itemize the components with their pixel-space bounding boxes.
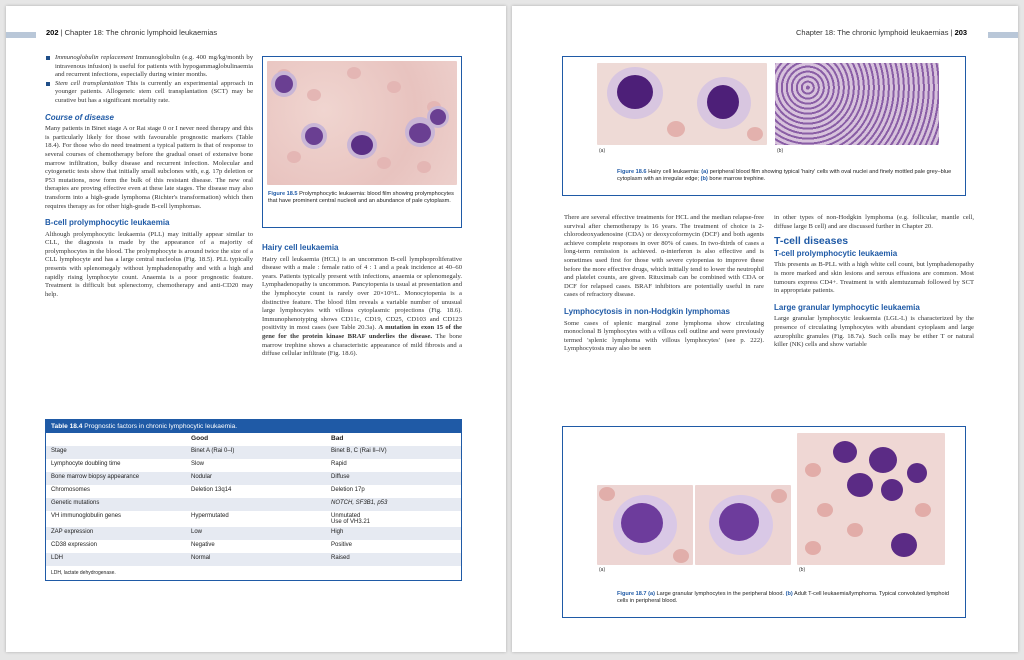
col-header-good: Good	[191, 435, 209, 442]
table-cell-factor: Bone marrow biopsy appearance	[46, 472, 186, 485]
right-column-1	[564, 214, 764, 354]
table-footnote: LDH, lactate dehydrogenase.	[51, 570, 116, 576]
figure-18-6	[562, 56, 966, 196]
table-cell-good: Negative	[191, 542, 215, 548]
body-paragraph: Although prolymphocytic leukaemia (PLL) may initially appear similar to CLL, the diagnosis is made by the appearance of a majority of prolymphocytes in the blood. The prolymphocyte is around twice the size of a CLL lymphocyte and has a large central nucleolus (Fig. 18.5). PLL typically presents with splenomegaly without lymphadenopathy and with a high and rapidly rising lymphocyte count. Anaemia is a poor prognostic feature. Treatment is difficult but splenectomy, chemotherapy and anti-CD20 may help.	[45, 230, 253, 298]
table-18-4	[45, 419, 462, 581]
hairy-cell-blood-image	[597, 63, 767, 145]
header-bar	[6, 32, 36, 38]
table-cell-factor: CD38 expression	[51, 542, 98, 548]
table-row	[46, 511, 461, 527]
body-paragraph: There are several effective treatments for HCL and the median relapse-free survival after chemotherapy is 16 years. The treatment of choice is 2-chlorodeoxyadenosine (CDA) or deoxycoformycin (DCF) and both agents achieve complete responses in over 80% of cases. In two-thirds of cases a long-term remission is achieved. α-interferon is also effective and is sometimes used first for those with severe cytopenias to improve these before the more effective drugs, which initially tend to lower the neutrophil and platelet counts, are given. Rituximab can be combined with CDA or DCF for relapsed cases. BRAF inhibitors are potentially useful in rare cases of refractory disease.	[564, 214, 764, 299]
table-cell-factor: Stage	[46, 446, 186, 459]
table-cell-good: Deletion 13q14	[191, 487, 232, 493]
lgl-image-1	[597, 485, 693, 565]
prognostic-table	[46, 433, 461, 566]
section-heading-tpll: T-cell prolymphocytic leukaemia	[774, 248, 898, 258]
table-row	[46, 446, 461, 459]
table-cell-factor: Lymphocyte doubling time	[51, 461, 121, 467]
left-column-2	[262, 244, 462, 359]
table-caption: Table 18.4 Prognostic factors in chronic lymphocytic leukaemia.	[46, 420, 461, 433]
left-page	[6, 6, 506, 652]
table-cell-bad: Rapid	[331, 461, 347, 467]
table-cell-factor: LDH	[46, 553, 186, 566]
table-cell-bad: Raised	[326, 553, 461, 566]
atll-image	[797, 433, 945, 565]
page-number: 203	[954, 28, 968, 37]
page-number: 202	[46, 28, 59, 37]
table-cell-good	[186, 498, 326, 511]
table-cell-factor: VH immunoglobulin genes	[51, 513, 122, 519]
lgl-image-2	[695, 485, 791, 565]
left-column-1	[45, 54, 253, 299]
running-header-right: Chapter 18: The chronic lymphoid leukaemias | 203	[796, 28, 968, 37]
table-row	[46, 553, 461, 566]
running-header-left: 202 | Chapter 18: The chronic lymphoid leukaemias	[46, 28, 218, 37]
table-row	[46, 527, 461, 540]
body-paragraph: Many patients in Binet stage A or Rai stage 0 or I never need therapy and this is particularly likely for those with favourable prognostic markers (Table 18.4). For those who do need treatment a typical pattern is that of response to several courses of chemotherapy before the gradual onset of extensive bone marrow infiltration, bulky disease and recurrent infection. Molecular and cytogenetic tests show that initially small subclones with, e.g. 17p deletion or P53 mutations, now form the bulk of this resistant disease. The new oral therapies are proving effective even at these late stages. The disease may also transform into a high-grade lymphoma (Richter's transformation) which then requires therapy as for other high-grade B-cell lymphomas.	[45, 125, 253, 210]
bullet-item: Immunoglobulin replacement Immunoglobulin (e.g. 400 mg/kg/month by intravenous infusion) is useful for patients with hypogammaglobulinaemia and recurrent infections, especially during winter months.	[45, 54, 253, 80]
bullet-item: Stem cell transplantation This is currently an experimental approach in younger patients. Allogeneic stem cell transplantation (SCT) may be curative but has a significant mortality rate.	[45, 80, 253, 106]
figure-18-5	[262, 56, 462, 228]
table-cell-bad: Diffuse	[326, 472, 461, 485]
section-heading-course: Course of disease	[45, 112, 114, 122]
section-heading-hcl: Hairy cell leukaemia	[262, 243, 339, 252]
right-page	[512, 6, 1018, 652]
body-paragraph: Large granular lymphocytic leukaemia (LGL-L) is characterized by the presence of circulating lymphocytes with abundant cytoplasm and large azurophilic granules (Fig. 18.7a). Such cells may be either T or natural killer (NK) cells and show variable	[774, 315, 974, 349]
figure-caption: Figure 18.5 Prolymphocytic leukaemia: blood film showing prolymphocytes that have prominent central nucleoli and an abundance of pale cytoplasm.	[268, 191, 454, 205]
right-column-2	[774, 214, 974, 350]
table-cell-factor: Chromosomes	[51, 487, 91, 493]
table-row	[46, 498, 461, 511]
section-heading-bpll: B-cell prolymphocytic leukaemia	[45, 218, 170, 228]
panel-label-a: (a)	[599, 148, 606, 154]
panel-label-b: (b)	[799, 567, 806, 573]
table-cell-good: Hypermutated	[191, 513, 229, 519]
table-row	[46, 485, 461, 498]
blood-film-image	[267, 61, 457, 185]
panel-label-b: (b)	[777, 148, 784, 154]
table-cell-good: Nodular	[186, 472, 326, 485]
header-bar	[988, 32, 1018, 38]
table-cell-factor: ZAP expression	[46, 527, 186, 540]
table-cell-bad: NOTCH, SF3B1, p53	[326, 498, 461, 511]
table-body	[46, 446, 461, 566]
figure-caption: Figure 18.6 Hairy cell leukaemia: (a) peripheral blood film showing typical 'hairy' cells with oval nuclei and finely mottled pale grey–blue cytoplasm with an irregular edge; (b) bone marrow trephine.	[617, 169, 952, 183]
body-paragraph: This presents as B-PLL with a high white cell count, but lymphadenopathy is more marked and skin lesions and serous effusions are common. Most tumours express CD4+. Treatment is with alemtuzumab followed by SCT in appropriate patients.	[774, 261, 974, 295]
col-header-bad: Bad	[331, 435, 344, 442]
section-heading-lnhl: Lymphocytosis in non-Hodgkin lymphomas	[564, 306, 730, 316]
running-head-text: Chapter 18: The chronic lymphoid leukaemias	[64, 28, 218, 37]
table-cell-bad: Unmutated Use of VH3.21	[331, 513, 371, 525]
table-cell-bad: Positive	[331, 542, 353, 548]
table-cell-good: Slow	[191, 461, 205, 467]
table-cell-good: Normal	[186, 553, 326, 566]
figure-caption: Figure 18.7 (a) Large granular lymphocytes in the peripheral blood. (b) Adult T-cell leukaemia/lymphoma. Typical convoluted lymphoid cells in peripheral blood.	[617, 591, 949, 605]
body-paragraph: Hairy cell leukaemia (HCL) is an uncommon B-cell lymphoproliferative disease with a male : female ratio of 4 : 1 and a peak incidence at 40–60 years. Patients typically present with infections, anaemia or splenomegaly. Lymphadenopathy is uncommon. Pancytopenia is usual at presentation and the lymphocyte count is rarely over 20×10⁹/L. Monocytopenia is a distinctive feature. The blood film reveals a variable number of unusual large lymphocytes with villous cytoplasmic projections (Fig. 18.6). Immunophenotyping shows CD11c, CD19, CD25, CD103 and CD123 positivity in most cases (see Table 20.3a). A mutation in exon 15 of the gene for the protein kinase BRAF underlies the disease. The bone marrow trephine shows a characteristic appearance of mild fibrosis and a diffuse cellular infiltrate (Fig. 18.6).	[262, 255, 463, 358]
body-paragraph: Some cases of splenic marginal zone lymphoma show circulating monoclonal B lymphocytes with a villous cell outline and were previously termed 'splenic lymphoma with villous lymphocytes' (see p. 222). Lymphocytosis may also be seen	[564, 319, 764, 353]
table-cell-bad: Binet B, C (Rai II–IV)	[326, 446, 461, 459]
table-cell-bad: Deletion 17p	[331, 487, 365, 493]
table-cell-factor: Genetic mutations	[46, 498, 186, 511]
table-row	[46, 472, 461, 485]
section-heading-tcell: T-cell diseases	[774, 235, 849, 248]
table-cell-bad: High	[326, 527, 461, 540]
table-cell-good: Low	[186, 527, 326, 540]
running-head-text: Chapter 18: The chronic lymphoid leukaemias	[796, 28, 949, 37]
panel-label-a: (a)	[599, 567, 606, 573]
section-heading-lgl: Large granular lymphocytic leukaemia	[774, 302, 920, 312]
bone-marrow-trephine-image	[775, 63, 939, 145]
figure-18-7	[562, 426, 966, 618]
body-paragraph: in other types of non-Hodgkin lymphoma (e.g. follicular, mantle cell, diffuse large B cell) and are discussed further in Chapter 20.	[774, 214, 974, 230]
table-cell-good: Binet A (Rai 0–I)	[186, 446, 326, 459]
table-row	[46, 540, 461, 553]
table-row	[46, 459, 461, 472]
